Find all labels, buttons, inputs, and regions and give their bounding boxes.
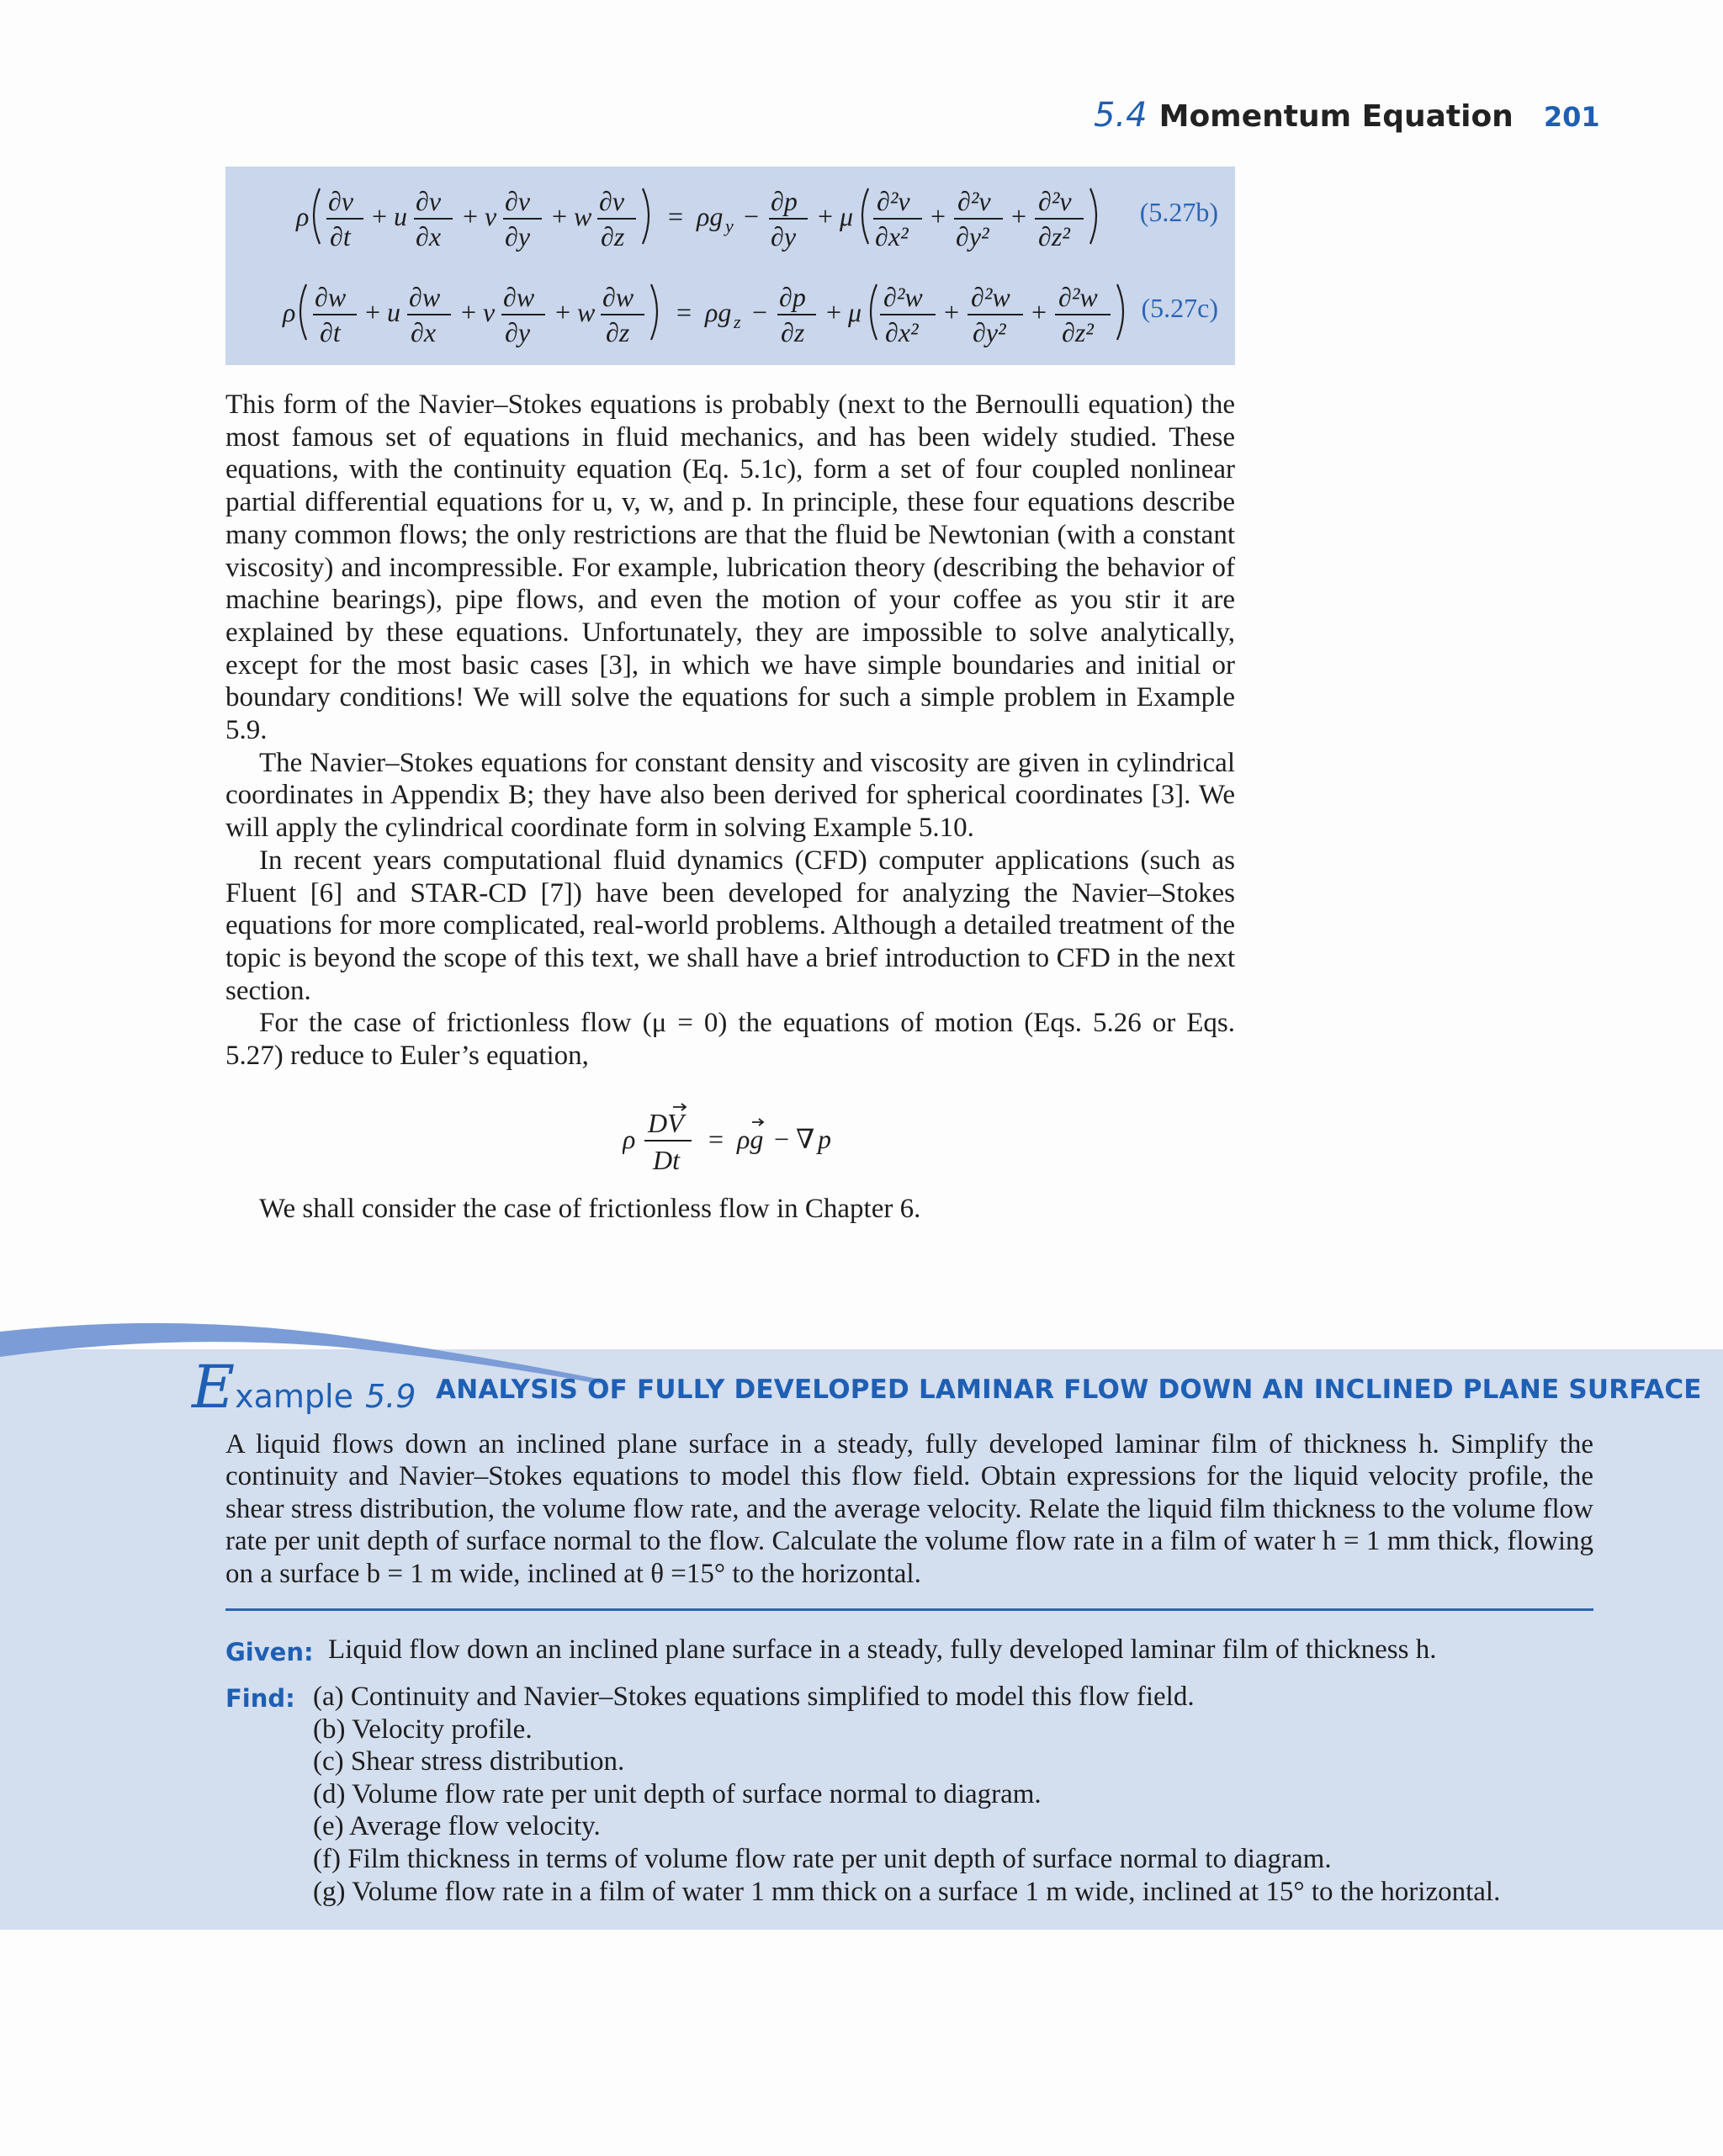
svg-text:∂x²: ∂x² bbox=[885, 317, 919, 347]
euler-equation bbox=[623, 1102, 875, 1178]
find-item-d: (d) Volume flow rate per unit depth of surface normal to diagram. bbox=[313, 1778, 1042, 1809]
body-text bbox=[225, 389, 1235, 1073]
svg-text:∂y²: ∂y² bbox=[956, 221, 989, 252]
svg-text:∂v: ∂v bbox=[328, 186, 354, 216]
svg-text:=: = bbox=[708, 1124, 724, 1154]
example-word: xample bbox=[235, 1378, 353, 1415]
svg-text:−: − bbox=[744, 201, 760, 231]
paragraph-cfd: In recent years computational fluid dynamics (CFD) computer applications (such as Fluent [6] and STAR-CD [7]) have been developed for analyzing the Navier–Stokes equations for more complicated, real-world problems. Although a detailed treatment of the topic is beyond the scope of this text, we shall have a brief introduction to CFD in the next section. bbox=[225, 845, 1235, 1006]
svg-text:+: + bbox=[365, 297, 381, 327]
svg-text:∂z²: ∂z² bbox=[1038, 221, 1070, 252]
example-problem-statement: A liquid flows down an inclined plane surface in a steady, fully developed laminar film of thickness h. Simplify the continuity and Navier–Stokes equations to model this flow field. Obtain expressions for the liquid velocity profile, the shear stress distribution, the volume flow rate, and the average velocity. Relate the liquid film thickness to the volume flow rate per unit depth of surface normal to the flow. Calculate the volume flow rate in a film of water h = 1 mm thick, flowing on a surface b = 1 m wide, inclined at θ =15° to the horizontal. bbox=[225, 1429, 1593, 1589]
svg-text:∂t: ∂t bbox=[320, 317, 341, 347]
svg-text:μ: μ bbox=[848, 297, 862, 327]
svg-text:∂t: ∂t bbox=[330, 221, 351, 252]
section-number: 5.4 bbox=[1094, 96, 1148, 135]
svg-text:∂v: ∂v bbox=[416, 186, 442, 216]
svg-text:ρ: ρ bbox=[283, 297, 296, 327]
closing-sentence: We shall consider the case of frictionless flow in Chapter 6. bbox=[259, 1194, 921, 1224]
svg-text:+: + bbox=[463, 201, 479, 231]
given-text: Liquid flow down an inclined plane surface in a steady, fully developed laminar film of thickness h. bbox=[328, 1634, 1437, 1665]
equation-5-27c bbox=[276, 269, 1218, 353]
example-number: 5.9 bbox=[364, 1378, 416, 1415]
svg-text:ρg: ρg bbox=[737, 1124, 764, 1154]
svg-text:p: p bbox=[818, 1124, 831, 1154]
svg-text:+: + bbox=[461, 297, 477, 327]
svg-text:y: y bbox=[725, 215, 734, 236]
svg-text:+: + bbox=[826, 297, 842, 327]
svg-text:+: + bbox=[1011, 201, 1027, 231]
given-label: Given: bbox=[225, 1638, 314, 1666]
svg-text:∂²v: ∂²v bbox=[957, 186, 991, 216]
equation-number-c: (5.27c) bbox=[1141, 293, 1218, 323]
svg-text:∂p: ∂p bbox=[771, 186, 798, 216]
example-label bbox=[192, 1353, 416, 1422]
svg-text:∇: ∇ bbox=[796, 1124, 815, 1154]
svg-text:+: + bbox=[555, 297, 571, 327]
svg-text:∂v: ∂v bbox=[505, 186, 531, 216]
svg-text:∂x: ∂x bbox=[411, 317, 437, 347]
find-item-a: (a) Continuity and Navier–Stokes equations simplified to model this flow field. bbox=[313, 1682, 1195, 1712]
equation-number-b: (5.27b) bbox=[1139, 197, 1218, 227]
svg-text:=: = bbox=[676, 297, 692, 327]
svg-text:∂z: ∂z bbox=[781, 317, 805, 347]
svg-text:ρg: ρg bbox=[697, 201, 724, 231]
svg-text:∂w: ∂w bbox=[503, 282, 535, 312]
svg-text:∂²v: ∂²v bbox=[877, 186, 910, 216]
equation-box bbox=[225, 167, 1235, 365]
find-item-e: (e) Average flow velocity. bbox=[313, 1811, 601, 1842]
svg-text:∂x: ∂x bbox=[416, 221, 442, 252]
svg-text:∂w: ∂w bbox=[409, 282, 441, 312]
svg-text:∂y: ∂y bbox=[505, 221, 531, 252]
svg-text:∂y²: ∂y² bbox=[973, 317, 1006, 347]
svg-text:−: − bbox=[774, 1124, 790, 1154]
section-title: Momentum Equation bbox=[1158, 99, 1514, 134]
example-title: ANALYSIS OF FULLY DEVELOPED LAMINAR FLOW DOWN AN INCLINED PLANE SURFACE bbox=[436, 1375, 1702, 1405]
find-item-b: (b) Velocity profile. bbox=[313, 1714, 533, 1745]
svg-text:+: + bbox=[552, 201, 568, 231]
svg-text:ρg: ρg bbox=[705, 297, 732, 327]
svg-text:+: + bbox=[818, 201, 834, 231]
find-label: Find: bbox=[225, 1684, 295, 1713]
svg-text:∂w: ∂w bbox=[315, 282, 347, 312]
svg-text:w: w bbox=[577, 297, 596, 327]
paragraph-frictionless-flow: For the case of frictionless flow (μ = 0) the equations of motion (Eqs. 5.26 or Eqs. 5.27) reduce to Euler’s equation, bbox=[225, 1008, 1235, 1072]
svg-text:∂x²: ∂x² bbox=[875, 221, 909, 252]
svg-text:∂²w: ∂²w bbox=[883, 282, 923, 312]
running-header bbox=[1094, 94, 1598, 138]
svg-text:z: z bbox=[734, 311, 741, 332]
svg-text:∂v: ∂v bbox=[599, 186, 625, 216]
page-number: 201 bbox=[1543, 101, 1600, 133]
svg-text:+: + bbox=[944, 297, 960, 327]
find-item-f: (f) Film thickness in terms of volume flow rate per unit depth of surface normal to diagram. bbox=[313, 1843, 1332, 1874]
svg-text:∂y: ∂y bbox=[505, 317, 531, 347]
svg-text:+: + bbox=[372, 201, 388, 231]
svg-text:μ: μ bbox=[840, 201, 854, 231]
svg-text:=: = bbox=[668, 201, 684, 231]
svg-text:∂z: ∂z bbox=[606, 317, 630, 347]
equation-5-27b bbox=[276, 173, 1218, 257]
svg-text:∂w: ∂w bbox=[602, 282, 634, 312]
svg-text:Dt: Dt bbox=[653, 1145, 680, 1175]
svg-text:∂z²: ∂z² bbox=[1062, 317, 1094, 347]
find-item-g: (g) Volume flow rate in a film of water 1 mm thick on a surface 1 m wide, inclined at 15° to the horizontal. bbox=[313, 1876, 1501, 1907]
paragraph-cylindrical-coordinates: The Navier–Stokes equations for constant density and viscosity are given in cylindrical coordinates in Appendix B; they have also been derived for spherical coordinates [3]. We will apply the cylindrical coordinate form in solving Example 5.10. bbox=[225, 747, 1235, 844]
svg-text:v: v bbox=[485, 201, 497, 231]
svg-text:+: + bbox=[930, 201, 946, 231]
example-divider bbox=[225, 1608, 1593, 1611]
svg-text:ρ: ρ bbox=[623, 1124, 636, 1154]
svg-text:−: − bbox=[752, 297, 768, 327]
svg-text:v: v bbox=[483, 297, 496, 327]
find-item-c: (c) Shear stress distribution. bbox=[313, 1746, 625, 1777]
paragraph-navier-stokes-intro: This form of the Navier–Stokes equations is probably (next to the Bernoulli equation) the most famous set of equations in fluid mechanics, and has been widely studied. These equations, with the continuity equation (Eq. 5.1c), form a set of four coupled nonlinear partial differential equations for u, v, w, and p. In principle, these four equations describe many common flows; the only restrictions are that the fluid be Newtonian (with a constant viscosity) and incompressible. For example, lubrication theory (describing the behavior of machine bearings), pipe flows, and even the motion of your coffee as you stir it are explained by these equations. Unfortunately, they are impossible to solve analytically, except for the most basic cases [3], in which we have simple boundaries and initial or boundary conditions! We will solve the equations for such a simple problem in Example 5.9. bbox=[225, 389, 1235, 746]
svg-text:∂p: ∂p bbox=[779, 282, 806, 312]
svg-text:∂y: ∂y bbox=[771, 221, 797, 252]
svg-text:ρ: ρ bbox=[296, 201, 310, 231]
svg-text:∂²w: ∂²w bbox=[971, 282, 1010, 312]
svg-text:DV: DV bbox=[648, 1108, 684, 1138]
svg-text:∂²v: ∂²v bbox=[1038, 186, 1072, 216]
svg-text:w: w bbox=[574, 201, 592, 231]
svg-text:∂²w: ∂²w bbox=[1058, 282, 1098, 312]
svg-text:u: u bbox=[387, 297, 400, 327]
svg-text:u: u bbox=[394, 201, 407, 231]
svg-text:+: + bbox=[1031, 297, 1047, 327]
example-initial: E bbox=[192, 1353, 236, 1422]
find-list bbox=[313, 1681, 1500, 1908]
svg-text:∂z: ∂z bbox=[601, 221, 625, 252]
